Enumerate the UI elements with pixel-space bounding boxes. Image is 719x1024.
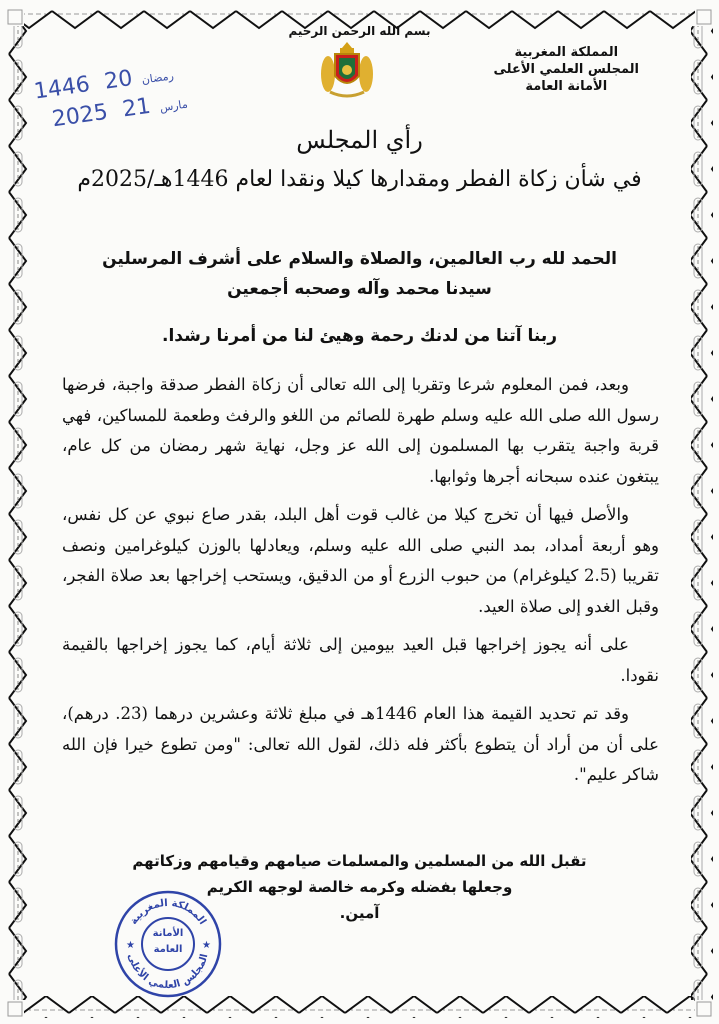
institution-line: المملكة المغربية bbox=[514, 45, 619, 60]
basmala: بسم الله الرحمن الرحيم bbox=[288, 24, 431, 38]
hijri-month: رمضان bbox=[140, 69, 175, 87]
hijri-day: 20 bbox=[102, 66, 135, 95]
greg-year: 2025 bbox=[50, 99, 110, 133]
seal-top-text: المملكة المغربية bbox=[128, 897, 208, 927]
seal-inner-line: العامة bbox=[153, 944, 183, 955]
document-title: رأي المجلس bbox=[296, 126, 423, 154]
closing-line: آمين. bbox=[339, 904, 380, 922]
body-paragraph: وقد تم تحديد القيمة هذا العام 1446هـ في مبلغ ثلاثة وعشرين درهما (23. درهم)، على أن من أراد أن يتطوع بأكثر فله ذلك، لقول الله تعالى: "ومن تطوع خيرا فإن الله شاكر عليم". bbox=[62, 704, 659, 784]
body-paragraph: وبعد، فمن المعلوم شرعا وتقربا إلى الله تعالى أن زكاة الفطر صدقة واجبة، فرضها رسول الله صلى الله عليه وسلم طهرة للصائم من اللغو والرفث وطعمة للمساكين، فهي قربة واجبة يتقرب بها المسلمون إلى الله عز وجل، نهاية شهر رمضان من كل عام، يبتغون عنده سبحانه أجرها وثوابها. bbox=[62, 375, 659, 486]
closing-line: تقبل الله من المسلمين والمسلمات صيامهم وقيامهم وزكاتهم bbox=[132, 852, 587, 870]
document-subject: في شأن زكاة الفطر ومقدارها كيلا ونقدا لعام 1446هـ/2025م bbox=[77, 167, 642, 192]
official-seal bbox=[112, 888, 224, 1000]
seal-bottom-text: المجلس العلمي الأعلى bbox=[125, 952, 211, 992]
svg-text:المملكة المغربية bbox=[128, 898, 208, 927]
body-paragraph: على أنه يجوز إخراجها قبل العيد بيومين إلى ثلاثة أيام، كما يجوز إخراجها بالقيمة نقودا. bbox=[62, 635, 659, 685]
seal-center bbox=[146, 926, 190, 958]
institution-header bbox=[494, 44, 639, 95]
closing-line: وجعلها بفضله وكرمه خالصة لوجهه الكريم bbox=[206, 878, 513, 896]
opening-line: سيدنا محمد وآله وصحبه أجمعين bbox=[227, 279, 492, 299]
seal-inner-line: الأمانة bbox=[152, 928, 184, 939]
body-paragraph: والأصل فيها أن تخرج كيلا من غالب قوت أهل البلد، بقدر صاع نبوي عن كل نفس، وهو أربعة أمداد، بمد النبي صلى الله عليه وسلم، ويعادلها بالوزن كيلوغرامين ونصف تقريبا (2.5 كيلوغرام) من حبوب الزرع أو من الدقيق، ويستحب إخراجها بعد صلاة الفجر، وقبل الغدو إلى صلاة العيد. bbox=[62, 505, 659, 616]
document-body bbox=[62, 370, 659, 799]
institution-line: المجلس العلمي الأعلى bbox=[493, 62, 639, 77]
coat-of-arms-icon bbox=[318, 40, 376, 102]
opening-prayer: ربنا آتنا من لدنك رحمة وهيئ لنا من أمرنا رشدا. bbox=[162, 326, 557, 346]
svg-text:★: ★ bbox=[126, 940, 135, 951]
opening-line: الحمد لله رب العالمين، والصلاة والسلام على أشرف المرسلين bbox=[102, 249, 617, 269]
greg-day: 21 bbox=[120, 93, 153, 123]
opening-praise bbox=[60, 244, 659, 304]
greg-month: مارس bbox=[158, 97, 189, 115]
institution-line: الأمانة العامة bbox=[525, 79, 608, 94]
hijri-year: 1446 bbox=[32, 72, 92, 105]
svg-text:★: ★ bbox=[202, 940, 211, 951]
